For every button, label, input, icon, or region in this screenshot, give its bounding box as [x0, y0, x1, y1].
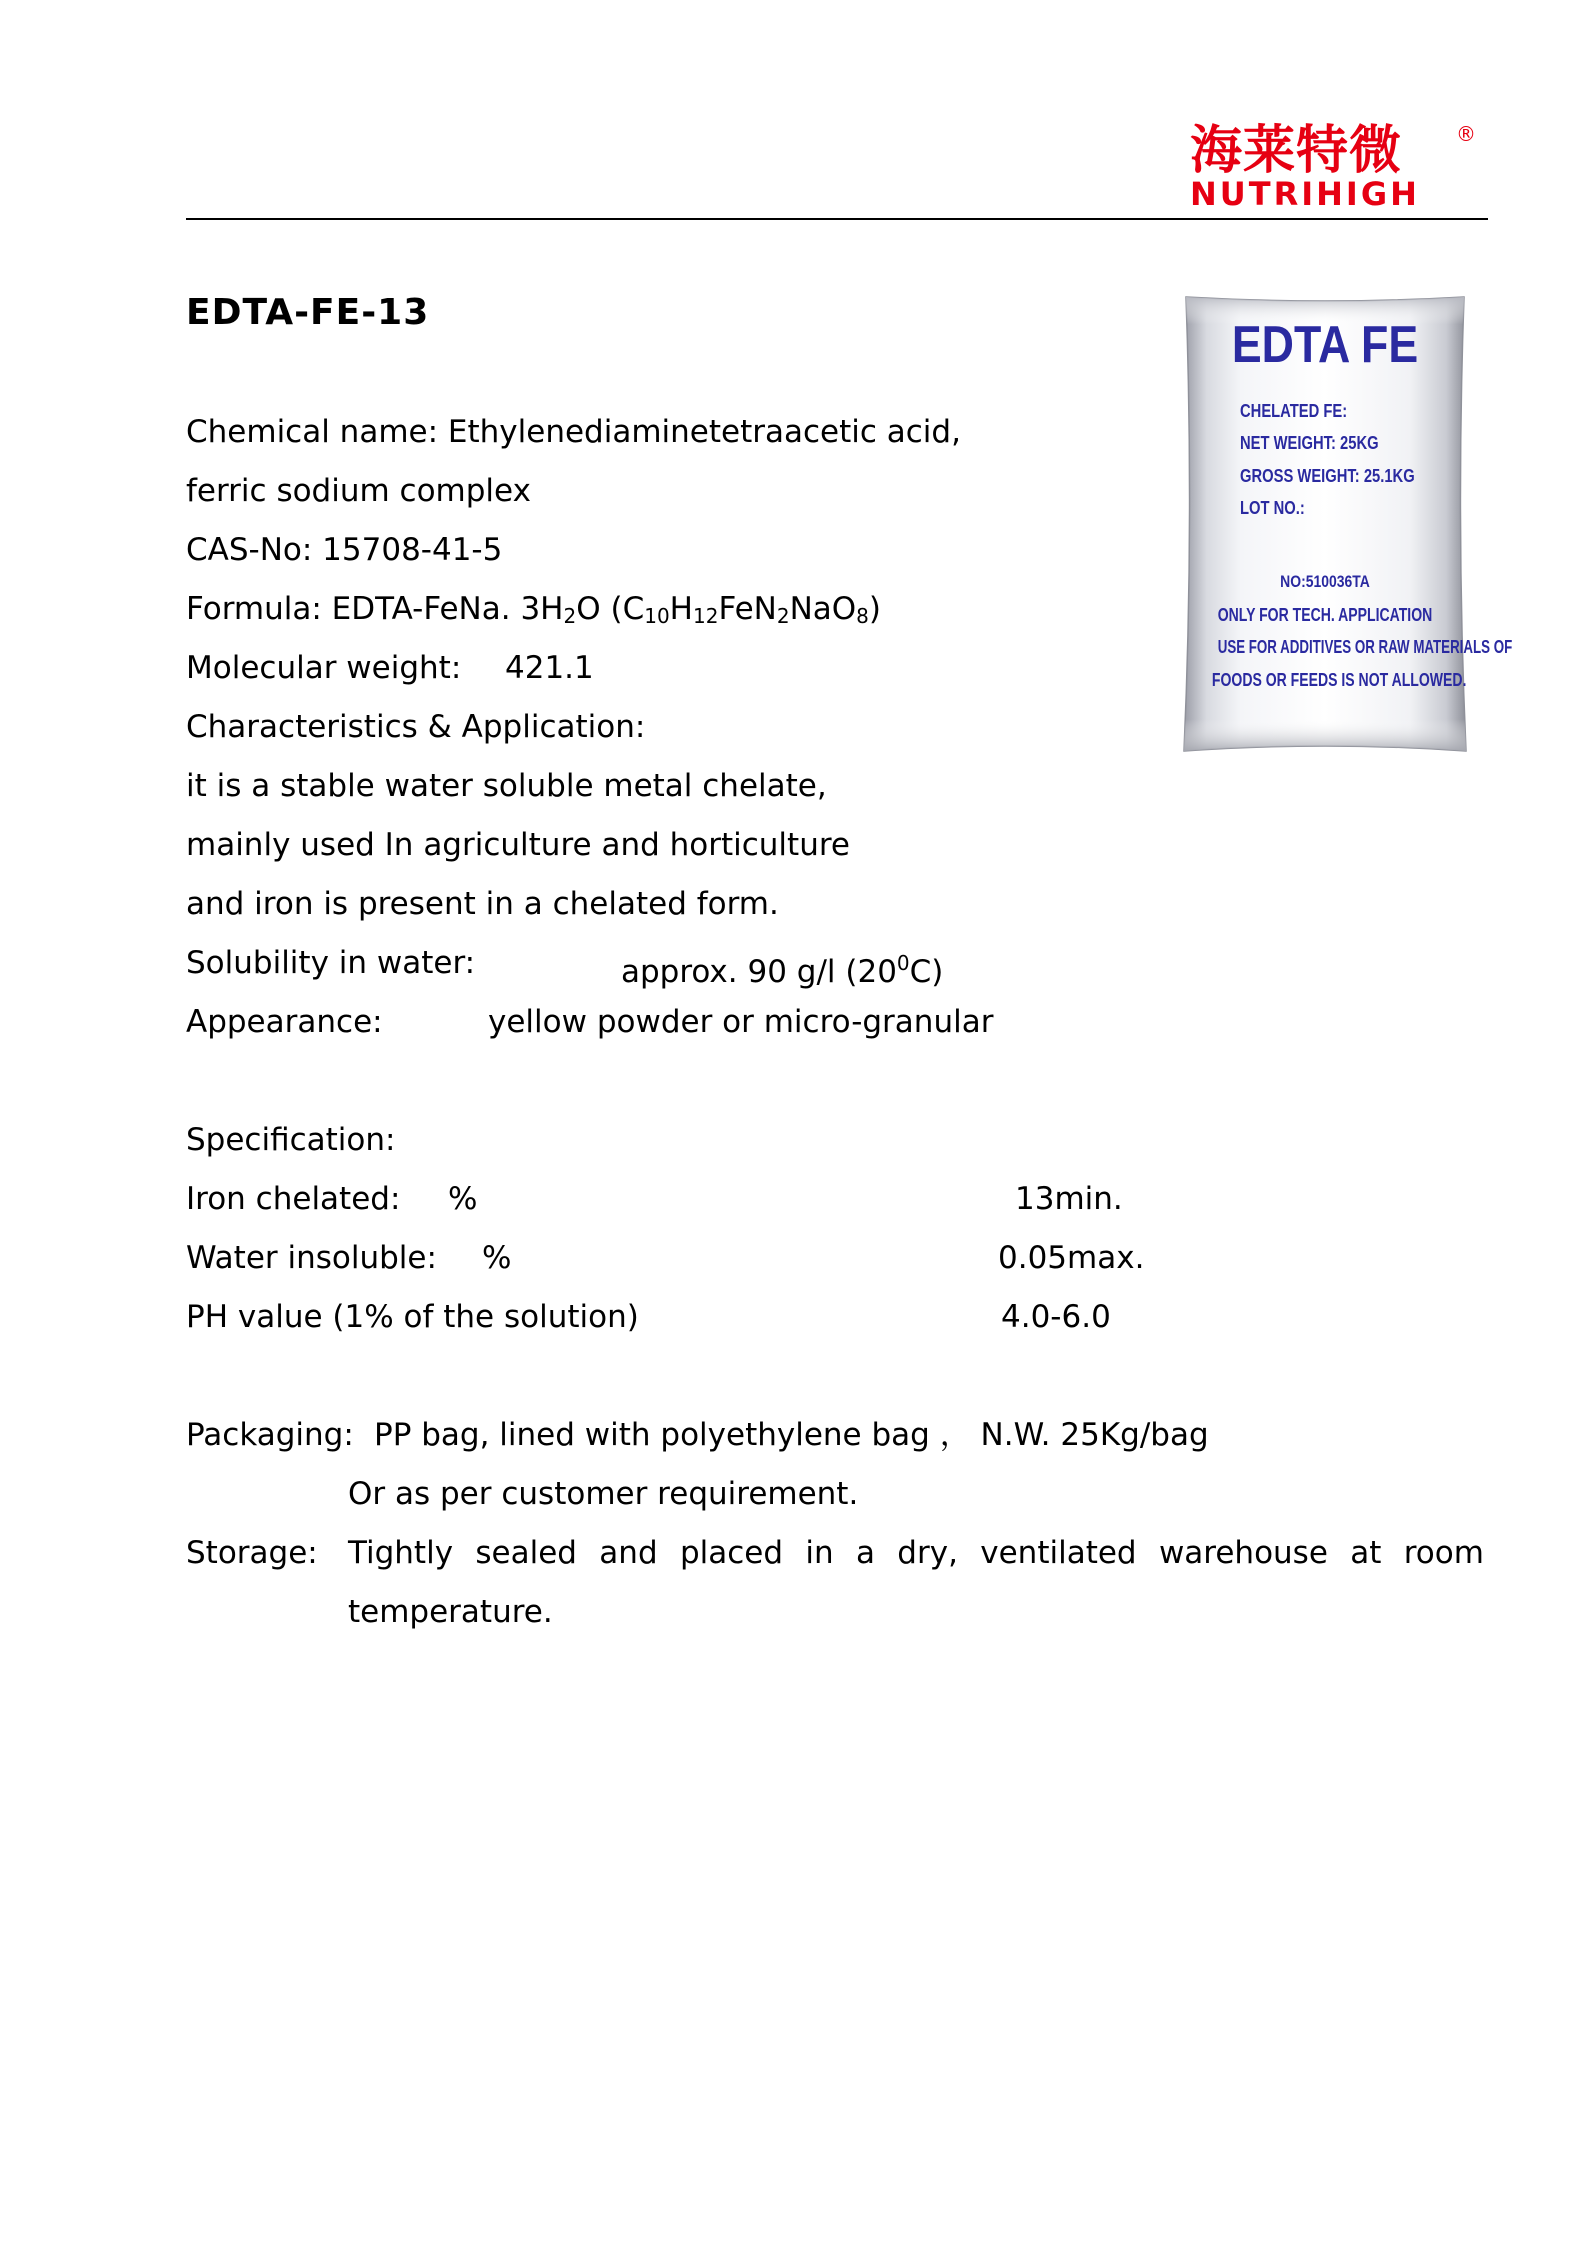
registered-mark: ®: [1456, 122, 1476, 146]
bag-label-line: ONLY FOR TECH. APPLICATION: [1217, 605, 1433, 625]
chemical-name-line2: ferric sodium complex: [186, 473, 531, 509]
bag-label-line: LOT NO.:: [1240, 498, 1305, 518]
spec-unit: %: [448, 1181, 478, 1217]
bag-label-line: USE FOR ADDITIVES OR RAW MATERIALS OF: [1217, 637, 1513, 657]
spec-label: PH value (1% of the solution): [186, 1299, 639, 1335]
solubility-value-text: approx. 90 g/l (20: [621, 954, 897, 990]
formula-part: FeN: [718, 591, 777, 627]
header-divider: [186, 218, 1488, 220]
logo-english-text: NUTRIHIGH: [1190, 175, 1420, 213]
formula-sub: 8: [856, 604, 869, 628]
bag-label-line: GROSS WEIGHT: 25.1KG: [1240, 466, 1415, 486]
degree-sup: 0: [896, 951, 910, 975]
solubility-value: [621, 943, 943, 992]
company-logo: [1190, 121, 1490, 213]
characteristics-heading: Characteristics & Application:: [186, 709, 646, 745]
product-bag-image: [1180, 295, 1513, 753]
spec-unit: %: [482, 1240, 512, 1276]
solubility-label: Solubility in water:: [186, 945, 476, 981]
storage-word: sealed: [475, 1535, 577, 1571]
molecular-weight-line: [186, 648, 594, 688]
bag-label-line: NET WEIGHT: 25KG: [1240, 433, 1379, 453]
spec-value: 13min.: [1015, 1181, 1123, 1217]
bag-label-line: FOODS OR FEEDS IS NOT ALLOWED.: [1211, 670, 1467, 690]
storage-word: room: [1403, 1535, 1484, 1571]
chemical-name-line1: Chemical name: Ethylenediaminetetraacetic acid,: [186, 414, 961, 450]
formula-prefix: Formula: EDTA-FeNa. 3H: [186, 591, 564, 627]
storage-word: a: [855, 1535, 875, 1571]
packaging-line1: [186, 1415, 1209, 1455]
bag-title: EDTA FE: [1231, 316, 1419, 374]
solubility-value-unit: C): [909, 954, 944, 990]
formula-suffix: ): [868, 591, 882, 627]
storage-value-justified: [348, 1533, 1484, 1573]
storage-word: and: [599, 1535, 658, 1571]
appearance-line: [186, 1002, 994, 1042]
cas-number: CAS-No: 15708-41-5: [186, 532, 503, 568]
spec-value: 4.0-6.0: [1001, 1299, 1111, 1335]
formula-part: NaO: [789, 591, 857, 627]
storage-word: warehouse: [1158, 1535, 1328, 1571]
packaging-line2: Or as per customer requirement.: [348, 1476, 859, 1512]
storage-word: dry,: [897, 1535, 958, 1571]
product-title: EDTA-FE-13: [186, 292, 430, 333]
spec-row: [186, 1297, 1111, 1337]
storage-label: Storage:: [186, 1535, 318, 1571]
formula-sub: 12: [692, 604, 719, 628]
formula-sub: 10: [644, 604, 670, 628]
specification-heading: Specification:: [186, 1122, 396, 1158]
spec-row: [186, 1238, 1145, 1278]
storage-line2: temperature.: [348, 1594, 553, 1630]
storage-line1: [186, 1533, 318, 1573]
appearance-label: Appearance:: [186, 1004, 383, 1040]
formula-sub: 2: [776, 604, 790, 628]
characteristics-line1: it is a stable water soluble metal chelate,: [186, 768, 827, 804]
spec-label: Water insoluble:: [186, 1240, 437, 1276]
characteristics-line3: and iron is present in a chelated form.: [186, 886, 779, 922]
appearance-value: yellow powder or micro-granular: [488, 1004, 994, 1040]
logo-chinese-text: 海莱特微: [1190, 121, 1403, 181]
spec-row: [186, 1179, 1123, 1219]
formula-line: [186, 589, 881, 636]
formula-sub: 2: [563, 604, 577, 628]
molecular-weight-label: Molecular weight:: [186, 650, 462, 686]
formula-part: H: [669, 591, 693, 627]
solubility-line: [186, 943, 944, 990]
storage-word: ventilated: [980, 1535, 1137, 1571]
molecular-weight-value: 421.1: [505, 650, 594, 686]
packaging-label: Packaging:: [186, 1417, 354, 1453]
storage-word: at: [1350, 1535, 1382, 1571]
storage-word: placed: [679, 1535, 784, 1571]
spec-label: Iron chelated:: [186, 1181, 401, 1217]
packaging-value: PP bag, lined with polyethylene bag ， N.W. 25Kg/bag: [374, 1417, 1209, 1453]
storage-word: in: [805, 1535, 834, 1571]
bag-label-line: CHELATED FE:: [1240, 401, 1348, 421]
characteristics-line2: mainly used In agriculture and horticulture: [186, 827, 850, 863]
spec-value: 0.05max.: [998, 1240, 1145, 1276]
storage-word: Tightly: [348, 1535, 454, 1571]
bag-label-line: NO:510036TA: [1280, 572, 1370, 591]
formula-part: O (C: [576, 591, 645, 627]
